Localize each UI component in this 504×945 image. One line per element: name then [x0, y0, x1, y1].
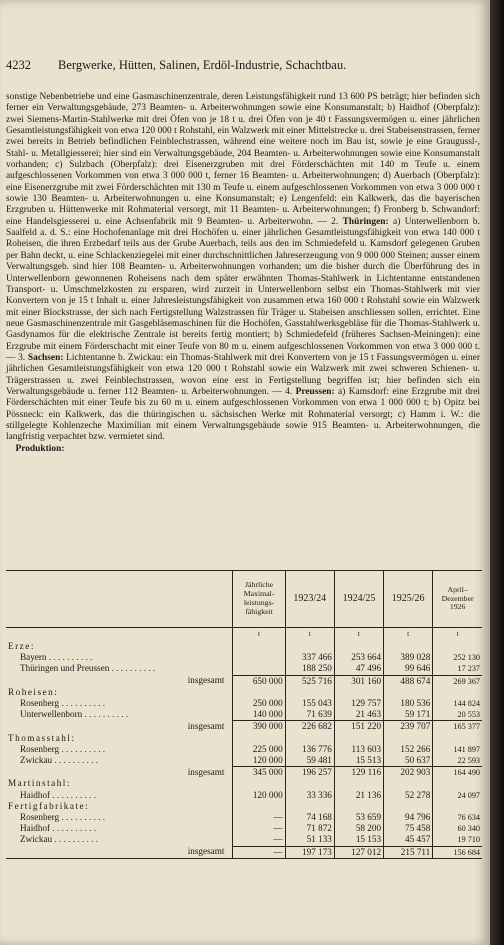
row-label: Rosenberg [20, 698, 60, 709]
table-row [6, 755, 482, 767]
running-title: Bergwerke, Hütten, Salinen, Erdöl-Industrie, Schachtbau. [58, 58, 347, 72]
page-header [6, 58, 482, 73]
value-v3: 59 171 [384, 709, 433, 721]
text-bayern-section: sonstige Nebenbetriebe und eine Gasmaschinenzentrale, deren Leistungsfähigkeit rund 13 600 PS beträgt; hier befinden sich ferner ein Verwaltungsgebäude, 273 Beamten- u. Arbeiterwohnungen sowie eine Konsumanstalt; b) Haidhof (Oberpfalz): zwei Siemens-Martin-Stahlwerke mit drei Öfen von je 18 t u. drei Öfen von je 40 t Fassungsvermögen u. einer jährlichen Gesamtleistungsfähigkeit von etwa 120 000 t Rohstahl, ein Walzwerk mit einer Mittelstrecke u. drei Stabeisenstrassen, ferner zwei bereits in Betrieb befindlichen Feinblechstrassen, während eine weitere noch im Bau ist, sowie je eine Graugussl-, Stahl- u. Metallgiesserei; hier sind ein Verwaltungsgebäude, 204 Beamten- u. Arbeiterwohnungen sowie eine Konsumanstalt vorhanden; c) Sulzbach (Oberpfalz): drei Eisenerzgruben mit drei Förderschächten mit 140 m Teufe u. einem aufgeschlossenen Vorkommen von etwa 3 000 000 t, ferner 16 Beamten- u. Arbeiterwohnungen; d) Auerbach (Oberpfalz): eine Eisenerzgrube mit zwei Förderschächten mit 130 m Teufe u. einem aufgeschlossenen Vorkommen von etwa 3 000 000 t sowie 130 Beamten- u. Arbeiterwohnungen u. eine Konsumanstalt; e) Lengenfeld: ein Kalkwerk, das die bayerischen Erzgruben u. Hüttenwerke mit Rohmaterial versorgt, mit 11 Beamten- u. Arbeiterwohnungen; f) Fronberg b. Schwandorf: eine Handelsgiesserei u. eine Achsenfabrik mit 9 Beamten- u. Arbeiterwohn. — 2. [6, 92, 480, 227]
empty-cell [433, 778, 482, 789]
value-v2: 47 496 [334, 663, 383, 675]
empty-cell [384, 733, 433, 744]
table-row [6, 709, 482, 721]
group-title: Fertigfabrikate: [8, 800, 90, 811]
row-label-cell [6, 698, 233, 709]
page-number: 4232 [6, 58, 31, 72]
empty-cell [233, 733, 285, 744]
value-v2: 21 463 [334, 709, 383, 721]
value-v2: 15 513 [334, 755, 383, 767]
value-v2: 58 200 [334, 823, 383, 834]
leader-dots: . . . . . . . . . . [50, 789, 97, 800]
total-row [6, 675, 482, 687]
unit-cell: t [334, 628, 383, 642]
body-paragraph [6, 92, 480, 455]
empty-cell [384, 778, 433, 789]
text-preussen-section: a) Kamsdorf: eine Erzgrube mit drei Förderschächten mit einer Teufe bis zu 60 m u. einem aufgeschlossenen Vorkommen von etwa 1 000 000 t; b) Opitz bei Pössneck: ein Kalkwerk, das die thüringischen u. sächsischen Werke mit Rohmaterial versorgt; c) Hamm i. W.: die stillgelegte Kohlenzeche Maximilian mit einem Verwaltungsgebäude sowie 915 Beamten- u. Arbeiterwohnungen, die langfristig verpachtet bzw. vermietet sind. [6, 386, 480, 443]
unit-cell: t [285, 628, 334, 642]
value-cap: — [233, 823, 285, 834]
row-label-cell [6, 744, 233, 755]
value-cap: — [233, 834, 285, 846]
value-v4: 24 097 [433, 790, 482, 801]
group-title-row [6, 778, 482, 789]
row-label: Unterwellenborn [20, 709, 83, 720]
group-title: Roheisen: [8, 686, 59, 697]
value-v3: 389 028 [384, 652, 433, 663]
value-cap: 120 000 [233, 755, 285, 767]
empty-cell [433, 801, 482, 812]
value-v3: 152 266 [384, 744, 433, 755]
value-v3: 50 637 [384, 755, 433, 767]
value-v1: 71 639 [285, 709, 334, 721]
row-label: Haidhof [20, 789, 51, 800]
row-label: Bayern [20, 652, 47, 663]
value-v4: 60 340 [433, 823, 482, 834]
table-row [6, 823, 482, 834]
row-label-cell [6, 755, 233, 767]
group-title-row [6, 641, 482, 652]
group-title: Erze: [8, 641, 35, 651]
value-v3: 45 457 [384, 834, 433, 846]
total-row [6, 846, 482, 858]
empty-cell [384, 687, 433, 698]
unit-cell: t [233, 628, 285, 642]
value-v3: 52 278 [384, 790, 433, 801]
leader-dots: . . . . . . . . . . [59, 812, 106, 823]
book-spine [490, 0, 504, 945]
total-row [6, 721, 482, 733]
value-v1: 74 168 [285, 812, 334, 823]
empty-cell [285, 687, 334, 698]
total-v2: 129 116 [334, 767, 383, 779]
group-title-row [6, 733, 482, 744]
total-v2: 301 160 [334, 675, 383, 687]
total-v3: 488 674 [384, 675, 433, 687]
header-capacity: Jährliche Maximal-leistungs-fähigkeit [233, 571, 285, 628]
total-v1: 197 173 [285, 846, 334, 858]
row-label: Rosenberg [20, 812, 60, 823]
row-label: Thüringen und Preussen [20, 663, 110, 674]
leader-dots: . . . . . . . . . . [82, 709, 129, 720]
value-v2: 53 659 [334, 812, 383, 823]
total-v3: 239 707 [384, 721, 433, 733]
production-table [6, 570, 482, 859]
value-v4: 20 553 [433, 709, 482, 721]
leader-dots: . . . . . . . . . . [52, 834, 99, 845]
total-v3: 215 711 [384, 846, 433, 858]
empty-cell [233, 687, 285, 698]
value-cap [233, 652, 285, 663]
heading-thueringen: Thüringen: [342, 216, 389, 227]
row-label-cell [6, 834, 233, 846]
table-row [6, 790, 482, 801]
leader-dots: . . . . . . . . . . [59, 743, 106, 754]
value-v4: 144 824 [433, 698, 482, 709]
total-cap: 650 000 [233, 675, 285, 687]
value-v1: 59 481 [285, 755, 334, 767]
value-v1: 188 250 [285, 663, 334, 675]
value-v3: 180 536 [384, 698, 433, 709]
leader-dots: . . . . . . . . . . [52, 755, 99, 766]
heading-sachsen: Sachsen: [27, 352, 64, 363]
header-1925-26: 1925/26 [384, 571, 433, 628]
value-v4: 22 593 [433, 755, 482, 767]
total-v4: 164 490 [433, 767, 482, 779]
group-title: Martinstahl: [8, 778, 71, 789]
total-v3: 202 903 [384, 767, 433, 779]
unit-cell: t [433, 628, 482, 642]
empty-cell [334, 778, 383, 789]
row-label-cell [6, 652, 233, 663]
value-v1: 71 872 [285, 823, 334, 834]
value-v2: 21 136 [334, 790, 383, 801]
empty-cell [433, 687, 482, 698]
leader-dots: . . . . . . . . . . [59, 698, 106, 709]
total-cap: 390 000 [233, 721, 285, 733]
value-cap [233, 663, 285, 675]
heading-produktion: Produktion: [15, 443, 65, 454]
empty-cell [384, 801, 433, 812]
row-label: Rosenberg [20, 743, 60, 754]
row-label: Zwickau [20, 755, 53, 766]
empty-cell [233, 778, 285, 789]
value-v4: 141 897 [433, 744, 482, 755]
value-v1: 33 336 [285, 790, 334, 801]
empty-cell [433, 641, 482, 652]
empty-cell [285, 733, 334, 744]
total-v4: 165 377 [433, 721, 482, 733]
total-label: insgesamt [187, 720, 225, 731]
table-row [6, 744, 482, 755]
total-v2: 127 012 [334, 846, 383, 858]
value-v4: 76 634 [433, 812, 482, 823]
empty-cell [285, 801, 334, 812]
group-title-row [6, 801, 482, 812]
total-v4: 156 684 [433, 846, 482, 858]
value-cap: — [233, 812, 285, 823]
value-v1: 155 043 [285, 698, 334, 709]
value-cap: 140 000 [233, 709, 285, 721]
heading-preussen: Preussen: [295, 386, 335, 397]
total-v1: 226 682 [285, 721, 334, 733]
value-cap: 225 000 [233, 744, 285, 755]
table-row [6, 812, 482, 823]
total-v4: 269 367 [433, 675, 482, 687]
group-title-row [6, 687, 482, 698]
empty-cell [334, 641, 383, 652]
value-v1: 136 776 [285, 744, 334, 755]
empty-cell [233, 801, 285, 812]
value-v4: 17 237 [433, 663, 482, 675]
total-cap: 345 000 [233, 767, 285, 779]
row-label-cell [6, 812, 233, 823]
leader-dots: . . . . . . . . . . [50, 823, 97, 834]
header-1924-25: 1924/25 [334, 571, 383, 628]
table-row [6, 834, 482, 846]
unit-row [6, 628, 482, 642]
text-sachsen-section: Lichtentanne b. Zwickau: ein Thomas-Stahlwerk mit drei Konvertern von je 15 t Fassungsvermögen u. einer jährlichen Gesamtleistungsfähigkeit von etwa 120 000 t Rohstahl sowie ein Walzwerk mit zwei schweren Schienen- u. Trägerstrassen u. zwei Feinblechstrassen, wovon eine erst in Fertigstellung begriffen ist; hier befinden sich ein Verwaltungsgebäude u. ferner 112 Beamten- u. Arbeiterwohnungen. — 4. [6, 352, 480, 397]
value-v3: 99 646 [384, 663, 433, 675]
value-v4: 252 130 [433, 652, 482, 663]
leader-dots: . . . . . . . . . . [109, 663, 156, 674]
value-v1: 51 133 [285, 834, 334, 846]
total-v2: 151 220 [334, 721, 383, 733]
value-cap: 250 000 [233, 698, 285, 709]
value-cap: 120 000 [233, 790, 285, 801]
total-label: insgesamt [187, 675, 225, 686]
row-label-cell [6, 790, 233, 801]
total-label: insgesamt [187, 766, 225, 777]
empty-cell [334, 733, 383, 744]
value-v2: 253 664 [334, 652, 383, 663]
row-label-cell [6, 709, 233, 721]
row-label: Zwickau [20, 834, 53, 845]
table-row [6, 652, 482, 663]
table-row [6, 663, 482, 675]
header-1923-24: 1923/24 [285, 571, 334, 628]
total-cap: — [233, 846, 285, 858]
table-row [6, 698, 482, 709]
total-v1: 196 257 [285, 767, 334, 779]
empty-cell [285, 641, 334, 652]
text-thueringen-section: a) Unterwellenborn b. Saalfeld a. d. S.: eine Hochofenanlage mit drei Hochöfen u. einer jährlichen Gesamtleistungsfähigkeit von etwa 140 000 t Roheisen, die ihren Erzbedarf teils aus der Grube Auerbach, teils aus den im Schmiedefeld u. Kamsdorf gelegenen Gruben per Bahn deckt, u. eine Schlackenziegelei mit einer durchschnittlichen Jahreserzeugung von 9 000 000 Steinen; ausser einem Verwaltungsgeb. sind hier 108 Beamten- u. Arbeiterwohnungen vorhanden; um die bisher durch die Überführung des in Unterwellenborn gewonnenen Roheisens nach dem später erwähnten Thomas-Stahlwerk in Lichtentanne entstandenen Transport- u. Umschmelzkosten zu ersparen, wird zurzeit in Unterwellenborn selbst ein Thomas-Stahlwerk mit vier Konvertern von je 15 t Inhalt u. einer Jahresleistungsfähigkeit von zusammen etwa 160 000 t Rohstahl sowie ein Walzwerk mit einer Blockstrasse, der sich nach Fertigstellung Walzstrassen für Träger u. Stabeisen anschliessen sollen, errichtet. Eine neue Gasmaschinenzentrale mit Gasgebläsemaschinen für die Hochöfen, Gasstahlwerksgebläse für die Thomas-Stahlwerk u. Gasdynamos für die elektrische Zentrale ist bereits fertig montiert; b) Schmiedefeld (früheres Sachsen-Meiningen): eine Erzgrube mit einem Förderschacht mit einer Teufe von 80 m u. einem aufgeschlossenen Vorkommen von etwa 3 000 000 t. — 3. [6, 216, 480, 363]
empty-cell [334, 687, 383, 698]
leader-dots: . . . . . . . . . . [46, 652, 93, 663]
value-v2: 129 757 [334, 698, 383, 709]
production-table-body [6, 628, 482, 859]
empty-cell [384, 641, 433, 652]
row-label-cell [6, 823, 233, 834]
empty-cell [433, 733, 482, 744]
empty-cell [285, 778, 334, 789]
group-title: Thomasstahl: [8, 732, 76, 743]
header-april-december-1926: April–Dezember 1926 [433, 571, 482, 628]
row-label-cell [6, 663, 233, 675]
unit-cell: t [384, 628, 433, 642]
value-v1: 337 466 [285, 652, 334, 663]
value-v2: 113 603 [334, 744, 383, 755]
total-v1: 525 716 [285, 675, 334, 687]
total-label: insgesamt [6, 846, 233, 858]
value-v4: 19 710 [433, 834, 482, 846]
value-v3: 94 796 [384, 812, 433, 823]
header-label-column [6, 571, 233, 628]
value-v2: 15 153 [334, 834, 383, 846]
value-v3: 75 458 [384, 823, 433, 834]
empty-cell [233, 641, 285, 652]
total-row [6, 767, 482, 779]
empty-cell [334, 801, 383, 812]
row-label: Haidhof [20, 823, 51, 834]
